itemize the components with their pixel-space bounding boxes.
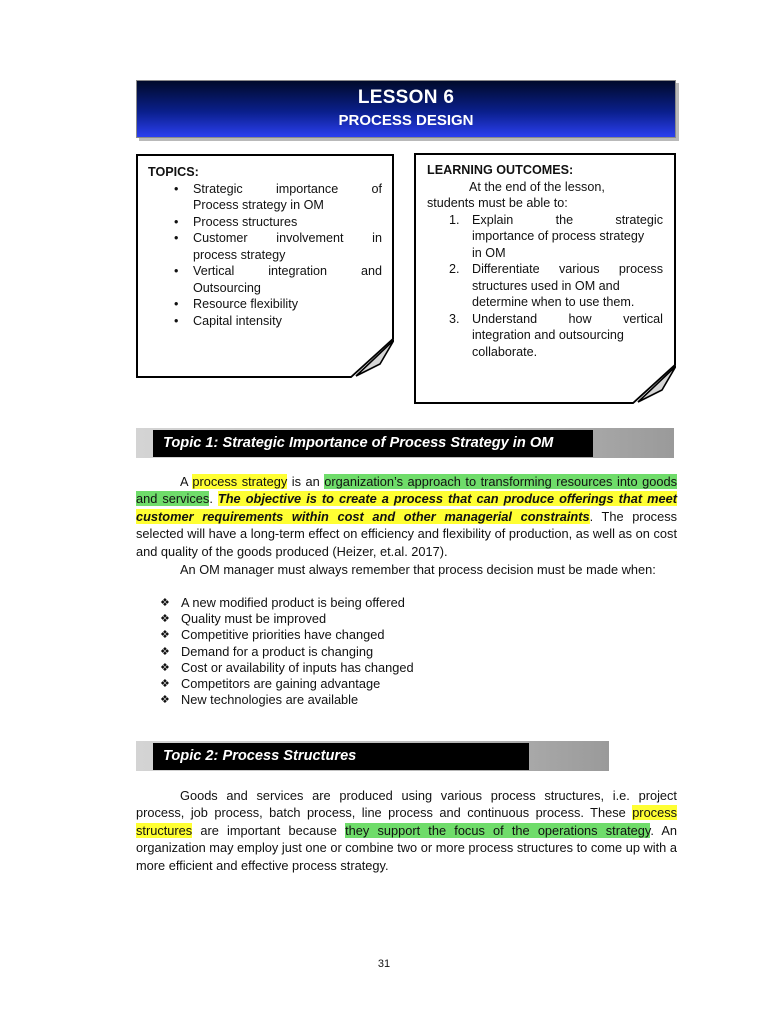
page-curl-icon: [632, 364, 676, 404]
list-item-text: importance of process strategy: [472, 229, 645, 243]
list-item-text: Vertical: [193, 264, 235, 278]
topic1-title: Topic 1: Strategic Importance of Process Strategy in OM: [153, 430, 593, 457]
list-item-text: the: [555, 212, 574, 227]
diamond-bullet-icon: ❖: [160, 597, 170, 609]
list-item-text: Cost or availability of inputs has changed: [181, 659, 414, 675]
list-item-text: Resource flexibility: [193, 297, 298, 311]
list-item: [160, 692, 414, 708]
outcomes-heading: LEARNING OUTCOMES:: [427, 163, 574, 177]
list-item: [427, 212, 663, 262]
topics-list: [148, 181, 382, 330]
list-item-text: Process structures: [193, 214, 298, 229]
list-item-text: integration and outsourcing: [472, 328, 624, 342]
list-item-text: importance: [275, 181, 339, 196]
diamond-bullet-icon: ❖: [160, 613, 170, 626]
text-run: An OM manager must always remember that process decision must be made when:: [180, 562, 656, 577]
highlighted-definition: they support the focus of the operations strategy: [345, 822, 651, 838]
list-item-text: Demand for a product is changing: [181, 643, 374, 659]
list-item: [160, 611, 414, 627]
list-item-text: determine when to use them.: [472, 295, 635, 309]
list-item: [160, 660, 414, 676]
list-item-text: Explain: [472, 212, 514, 227]
bullet-icon: •: [174, 297, 179, 311]
list-item-text: how: [568, 311, 592, 326]
list-item-text: integration: [268, 264, 328, 278]
list-item: [148, 230, 382, 263]
topics-note: [136, 154, 394, 378]
list-item-text: process: [618, 262, 663, 276]
diamond-bullet-icon: ❖: [160, 678, 170, 691]
diamond-bullet-icon: ❖: [160, 629, 170, 642]
list-item-text: Quality must be improved: [181, 611, 327, 627]
list-item-text: Competitors are gaining advantage: [181, 676, 381, 692]
list-item-text: Outsourcing: [193, 280, 261, 295]
text-run: .: [209, 491, 218, 507]
text-run: . The process selected will have a long-term effect on efficiency and flexibility of production, as well as on cost and quality of the goods produced (Heizer, et.al. 2017).: [136, 508, 677, 559]
list-item-text: in OM: [472, 245, 506, 260]
list-item-text: strategic: [615, 212, 663, 227]
list-item: [148, 313, 382, 330]
list-item: [148, 296, 382, 313]
highlighted-definition: organization’s approach to transforming resources into goods and services: [136, 474, 677, 507]
highlighted-term: process structures: [136, 805, 677, 838]
list-item-text: process strategy: [193, 247, 286, 262]
diamond-bullet-icon: ❖: [160, 694, 170, 707]
list-item: [427, 311, 663, 361]
text-run: Goods and services are produced using various process structures, i.e. project process, job process, batch process, line process and continuous process. These: [136, 788, 677, 821]
list-item-text: collaborate.: [472, 344, 538, 359]
text-run: A: [180, 474, 193, 489]
decision-checklist: [160, 595, 414, 708]
page-number: 31: [377, 958, 391, 970]
topic1-paragraph: [136, 473, 677, 560]
list-item-text: vertical: [623, 311, 663, 326]
list-item-text: A new modified product is being offered: [181, 595, 405, 610]
bullet-icon: •: [174, 231, 179, 245]
list-item: [160, 644, 414, 660]
list-item-text: Differentiate: [472, 262, 540, 276]
bullet-icon: •: [174, 313, 179, 328]
list-item: [160, 676, 414, 692]
learning-outcomes-note: [414, 153, 676, 404]
list-item-text: structures used in OM and: [472, 278, 620, 293]
bullet-icon: •: [174, 264, 179, 278]
list-item-text: Customer: [193, 231, 248, 245]
list-item: [427, 261, 663, 311]
topic2-title: Topic 2: Process Structures: [153, 743, 529, 770]
list-item-text: Process strategy in OM: [193, 198, 324, 212]
list-number: 2.: [449, 262, 460, 276]
lesson-subtitle: PROCESS DESIGN: [338, 112, 474, 129]
topic1-header: [136, 428, 674, 458]
text-run: are important because: [192, 822, 346, 838]
list-item: [148, 263, 382, 296]
list-item-text: and: [360, 264, 382, 278]
page-curl-icon: [350, 338, 394, 378]
list-item-text: in: [372, 231, 382, 245]
outcomes-intro: At the end of the lesson,: [469, 179, 605, 194]
list-number: 3.: [449, 311, 460, 326]
lesson-title: LESSON 6: [357, 87, 455, 108]
highlighted-term: process strategy: [192, 474, 288, 489]
text-run: is an: [287, 474, 325, 489]
topic1-paragraph-2: [136, 561, 677, 578]
outcomes-list: [427, 212, 663, 361]
list-item: [160, 627, 414, 643]
topic2-header: [136, 741, 609, 771]
list-number: 1.: [449, 212, 460, 227]
bullet-icon: •: [174, 181, 179, 196]
list-item: [160, 595, 414, 611]
topics-heading: TOPICS:: [148, 165, 199, 179]
list-item-text: Understand: [472, 311, 538, 326]
list-item: [148, 181, 382, 214]
diamond-bullet-icon: ❖: [160, 661, 170, 674]
list-item-text: of: [371, 181, 382, 196]
list-item-text: Competitive priorities have changed: [181, 627, 385, 643]
list-item-text: New technologies are available: [181, 692, 359, 708]
topic2-paragraph: [136, 787, 677, 874]
list-item-text: various: [558, 262, 600, 276]
list-item-text: Strategic: [193, 181, 243, 196]
diamond-bullet-icon: ❖: [160, 645, 170, 658]
list-item-text: Capital intensity: [193, 313, 282, 328]
list-item-text: involvement: [276, 231, 344, 245]
lesson-banner: [136, 80, 676, 138]
list-item: [148, 214, 382, 231]
bullet-icon: •: [174, 214, 179, 229]
highlighted-objective: The objective is to create a process that can produce offerings that meet customer requirements within cost and other managerial constraints: [136, 491, 677, 524]
text-run: . An organization may employ just one or combine two or more process structures to come up with a more efficient and effective process strategy.: [136, 822, 677, 873]
outcomes-intro-cont: students must be able to:: [427, 196, 568, 210]
